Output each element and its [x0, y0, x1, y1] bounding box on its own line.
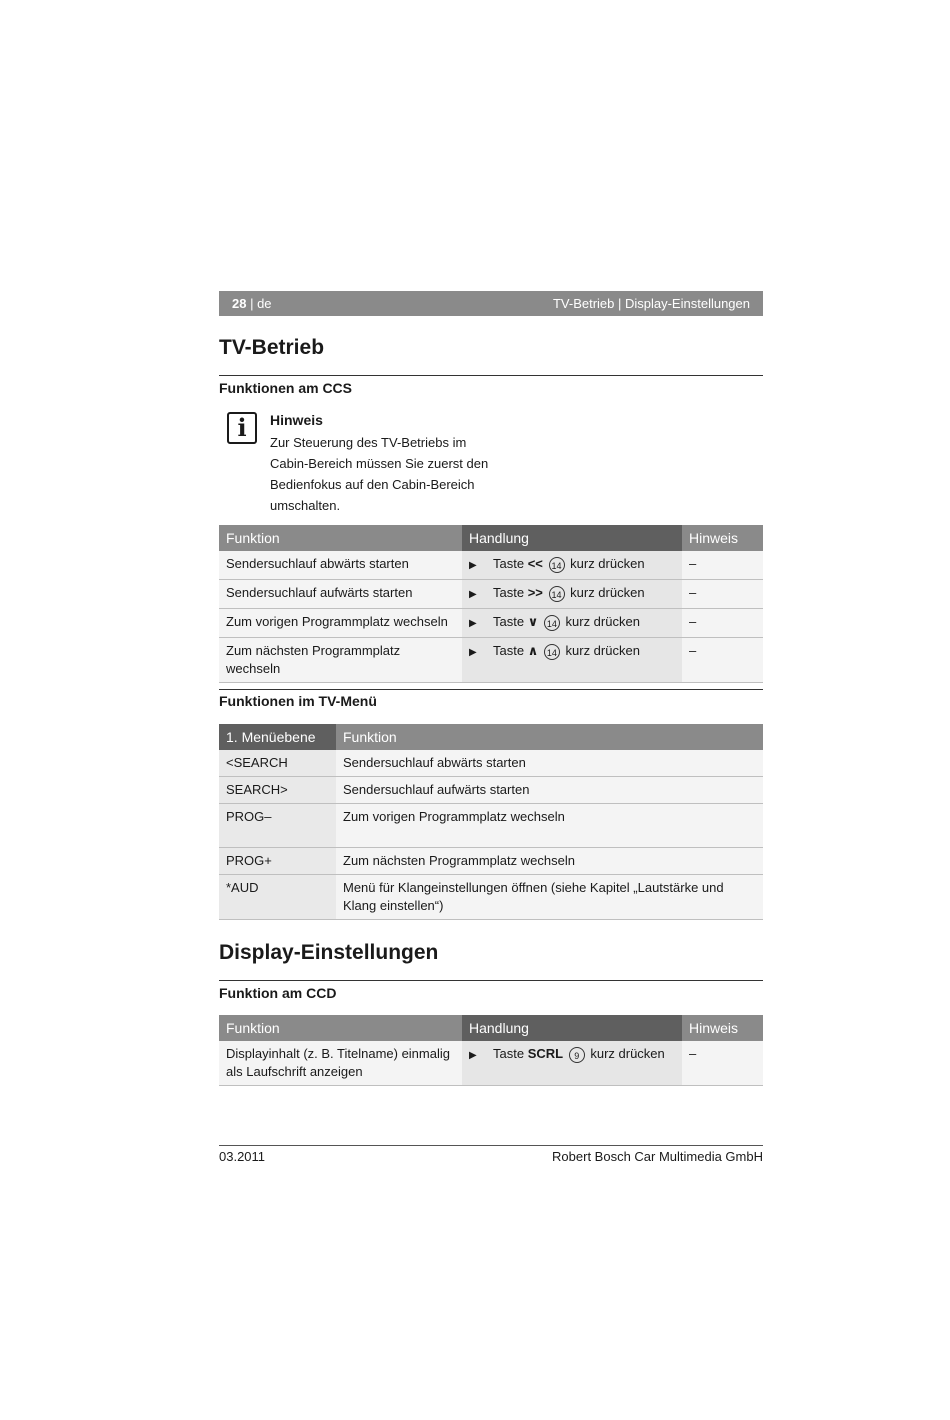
note-line: Bedienfokus auf den Cabin-Bereich	[270, 477, 475, 492]
action-text: Taste	[493, 614, 525, 629]
section-title-display: Display-Einstellungen	[219, 941, 439, 964]
cell-handlung	[462, 551, 682, 580]
table-row	[219, 848, 763, 875]
info-icon: i	[227, 412, 257, 444]
key-label: ∨	[527, 614, 539, 629]
footer-date: 03.2011	[219, 1149, 266, 1164]
table-row	[219, 580, 763, 609]
page-footer	[219, 1149, 763, 1164]
action-text: kurz drücken	[565, 643, 640, 658]
action-text: kurz drücken	[570, 585, 645, 600]
column-header: Hinweis	[682, 1015, 763, 1041]
column-header: Handlung	[462, 1015, 682, 1041]
section-rule	[219, 375, 763, 376]
subheading-ccd: Funktion am CCD	[219, 985, 337, 1001]
table-row	[219, 609, 763, 638]
table-row	[219, 777, 763, 804]
cell-handlung	[462, 638, 682, 683]
note-line: umschalten.	[270, 498, 341, 513]
column-header: Handlung	[462, 525, 682, 551]
note-text	[270, 432, 520, 516]
subheading-ccs: Funktionen am CCS	[219, 380, 353, 396]
cell-hinweis: –	[682, 638, 763, 683]
action-text: Taste	[493, 556, 525, 571]
note-title: Hinweis	[270, 412, 323, 428]
tv-menu-table	[219, 724, 763, 920]
action-text: kurz drücken	[590, 1046, 665, 1061]
cell-funktion: Menü für Klangeinstellungen öffnen (siehe Kapitel „Lautstärke und Klang einstellen“)	[336, 875, 763, 920]
cell-funktion: Zum nächsten Programmplatz wechseln	[336, 848, 763, 875]
header-right: TV-Betrieb | Display-Einstellungen	[552, 296, 750, 311]
note-line: Zur Steuerung des TV-Betriebs im	[270, 435, 467, 450]
arrow-right-icon: ▶	[469, 560, 477, 571]
column-header: Funktion	[219, 525, 462, 551]
cell-hinweis: –	[682, 1041, 763, 1086]
key-number-badge: 14	[549, 557, 565, 573]
arrow-right-icon: ▶	[469, 618, 477, 629]
table-row	[219, 750, 763, 777]
arrow-right-icon: ▶	[469, 647, 477, 658]
key-number-badge: 14	[544, 644, 560, 660]
cell-ebene: <SEARCH	[219, 750, 336, 777]
header-left: 28 | de	[232, 296, 272, 311]
cell-funktion: Sendersuchlauf aufwärts starten	[336, 777, 763, 804]
ccs-functions-table	[219, 525, 763, 683]
action-text: kurz drücken	[565, 614, 640, 629]
note-line: Cabin-Bereich müssen Sie zuerst den	[270, 456, 489, 471]
section-rule	[219, 980, 763, 981]
column-header: Funktion	[219, 1015, 462, 1041]
footer-company: Robert Bosch Car Multimedia GmbH	[552, 1149, 763, 1164]
arrow-right-icon: ▶	[469, 589, 477, 600]
column-header: Funktion	[336, 724, 763, 750]
cell-hinweis: –	[682, 609, 763, 638]
cell-funktion: Zum vorigen Programmplatz wechseln	[219, 609, 462, 638]
table-row	[219, 804, 763, 848]
section-rule	[219, 689, 763, 690]
page-number: 28	[232, 296, 247, 311]
action-text: Taste	[493, 643, 525, 658]
cell-hinweis: –	[682, 551, 763, 580]
column-header: Hinweis	[682, 525, 763, 551]
cell-funktion: Displayinhalt (z. B. Titelname) einmalig als Laufschrift anzeigen	[219, 1041, 462, 1086]
table-row	[219, 551, 763, 580]
cell-funktion: Sendersuchlauf abwärts starten	[219, 551, 462, 580]
table-header-row	[219, 724, 763, 750]
key-number-badge: 9	[569, 1047, 585, 1063]
cell-ebene: PROG–	[219, 804, 336, 848]
key-label: ∧	[527, 643, 539, 658]
cell-handlung	[462, 609, 682, 638]
cell-ebene: *AUD	[219, 875, 336, 920]
key-number-badge: 14	[549, 586, 565, 602]
cell-handlung	[462, 580, 682, 609]
table-row	[219, 875, 763, 920]
table-header-row	[219, 525, 763, 551]
action-text: Taste	[493, 1046, 525, 1061]
cell-funktion: Sendersuchlauf aufwärts starten	[219, 580, 462, 609]
cell-funktion: Sendersuchlauf abwärts starten	[336, 750, 763, 777]
cell-ebene: SEARCH>	[219, 777, 336, 804]
action-text: kurz drücken	[570, 556, 645, 571]
table-row	[219, 1041, 763, 1086]
subheading-tv-menu: Funktionen im TV-Menü	[219, 693, 377, 709]
cell-funktion: Zum nächsten Programmplatz wechseln	[219, 638, 462, 683]
cell-ebene: PROG+	[219, 848, 336, 875]
cell-handlung	[462, 1041, 682, 1086]
cell-funktion: Zum vorigen Programmplatz wechseln	[336, 804, 763, 848]
arrow-right-icon: ▶	[469, 1050, 477, 1061]
section-title-tv: TV-Betrieb	[219, 336, 325, 359]
column-header: 1. Menüebene	[219, 724, 336, 750]
page-header	[219, 291, 763, 316]
key-label: >>	[527, 585, 543, 600]
footer-rule	[219, 1145, 763, 1146]
key-label: SCRL	[527, 1046, 564, 1061]
table-header-row	[219, 1015, 763, 1041]
key-label: <<	[527, 556, 543, 571]
cell-hinweis: –	[682, 580, 763, 609]
language-code: de	[257, 296, 272, 311]
ccd-functions-table	[219, 1015, 763, 1086]
action-text: Taste	[493, 585, 525, 600]
key-number-badge: 14	[544, 615, 560, 631]
table-row	[219, 638, 763, 683]
